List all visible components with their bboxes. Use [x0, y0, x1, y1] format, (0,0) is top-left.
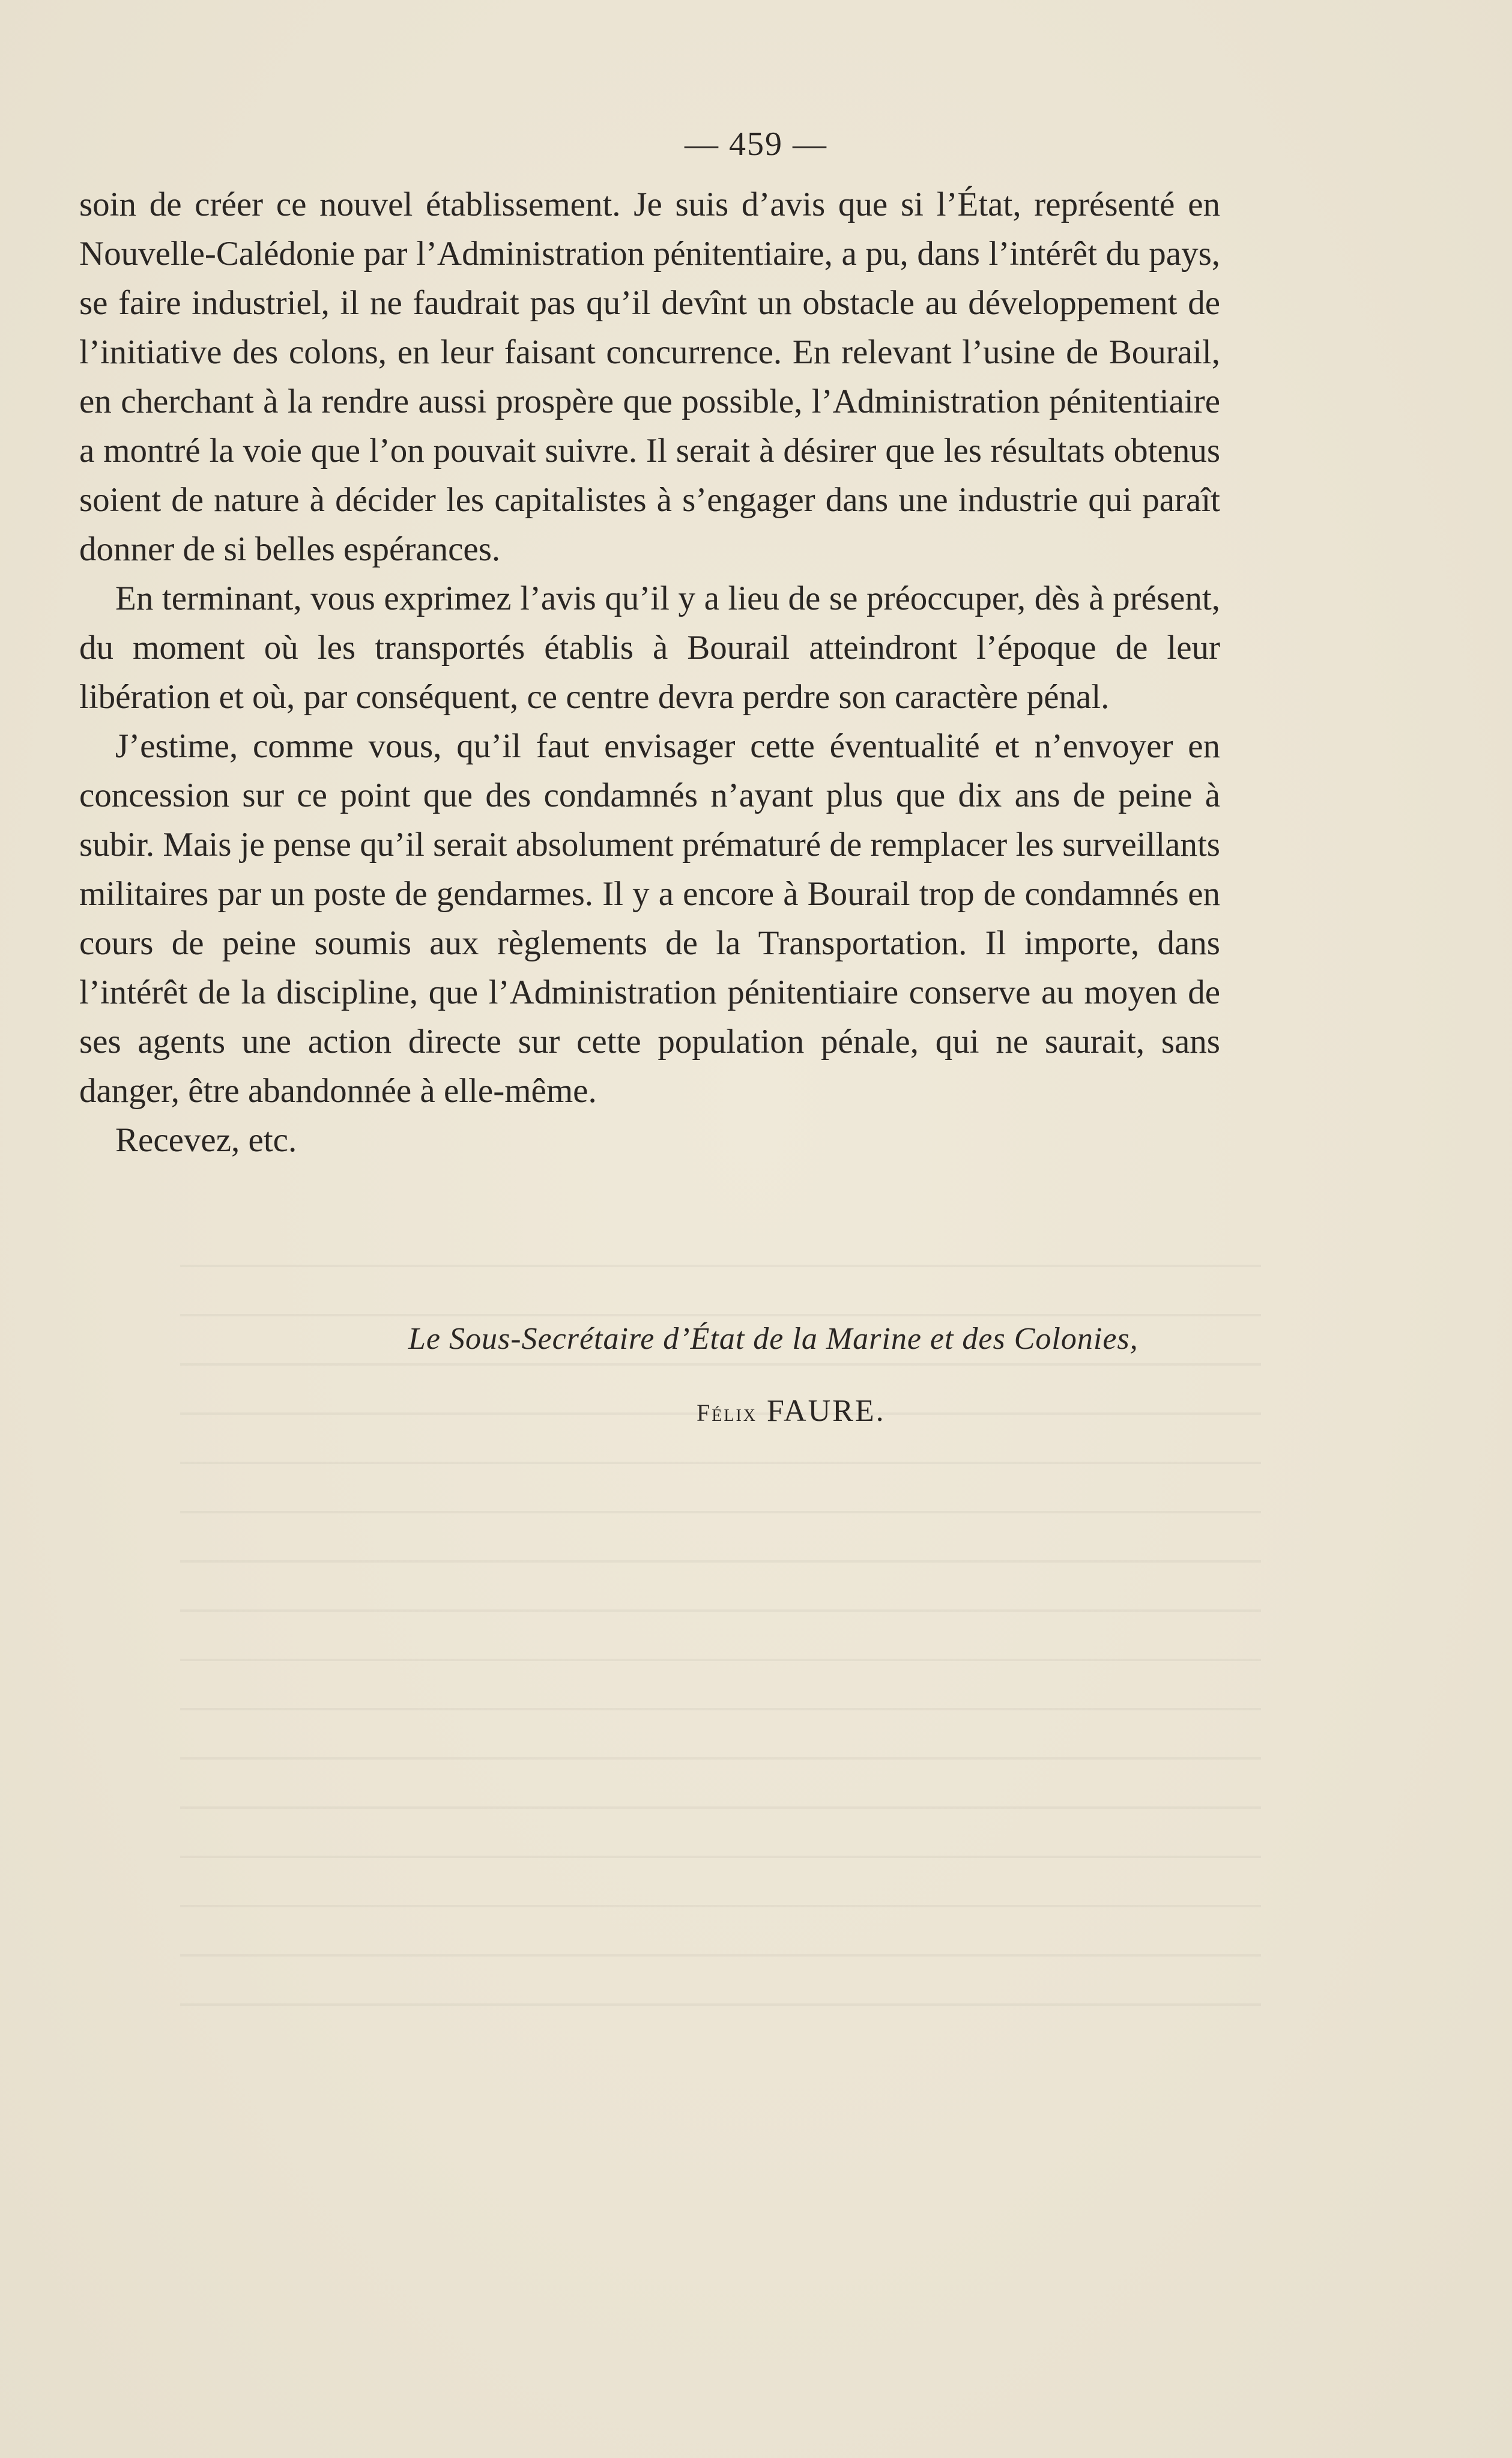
letter-body [79, 180, 1220, 1165]
signature-title: Le Sous-Secrétaire d’État de la Marine et des Colonies, [408, 1322, 1139, 1356]
paragraph: soin de créer ce nouvel établissement. Je suis d’avis que si l’État, représenté en Nouvelle-Calédonie par l’Administration pénitentiaire, a pu, dans l’intérêt du pays, se faire industriel, il ne faudrait pas qu’il devînt un obstacle au développement de l’initiative des colons, en leur faisant concurrence. En relevant l’usine de Bourail, en cherchant à la rendre aussi prospère que possible, l’Administration pénitentiaire a montré la voie que l’on pouvait suivre. Il serait à désirer que les résultats obtenus soient de nature à décider les capitalistes à s’engager dans une industrie qui paraît donner de si belles espérances. [79, 186, 1220, 568]
signature-last-name: FAURE. [767, 1394, 886, 1428]
paragraph: En terminant, vous exprimez l’avis qu’il y a lieu de se préoccuper, dès à présent, du moment où les transportés établis à Bourail atteindront l’époque de leur libération et où, par conséquent, ce centre devra perdre son caractère pénal. [79, 580, 1220, 716]
signature-first-name: Félix [697, 1399, 757, 1426]
closing-line: Recevez, etc. [115, 1121, 297, 1159]
page-number: — 459 — [685, 126, 827, 163]
signature-name [697, 1393, 886, 1429]
paragraph: J’estime, comme vous, qu’il faut envisager cette éventualité et n’envoyer en concession sur ce point que des condamnés n’ayant plus que dix ans de peine à subir. Mais je pense qu’il serait absolument prématuré de remplacer les surveillants militaires par un poste de gendarmes. Il y a encore à Bourail trop de condamnés en cours de peine soumis aux règlements de la Transportation. Il importe, dans l’intérêt de la discipline, que l’Administration pénitentiaire conserve au moyen de ses agents une action directe sur cette population pénale, qui ne saurait, sans danger, être abandonnée à elle-même. [79, 727, 1220, 1110]
